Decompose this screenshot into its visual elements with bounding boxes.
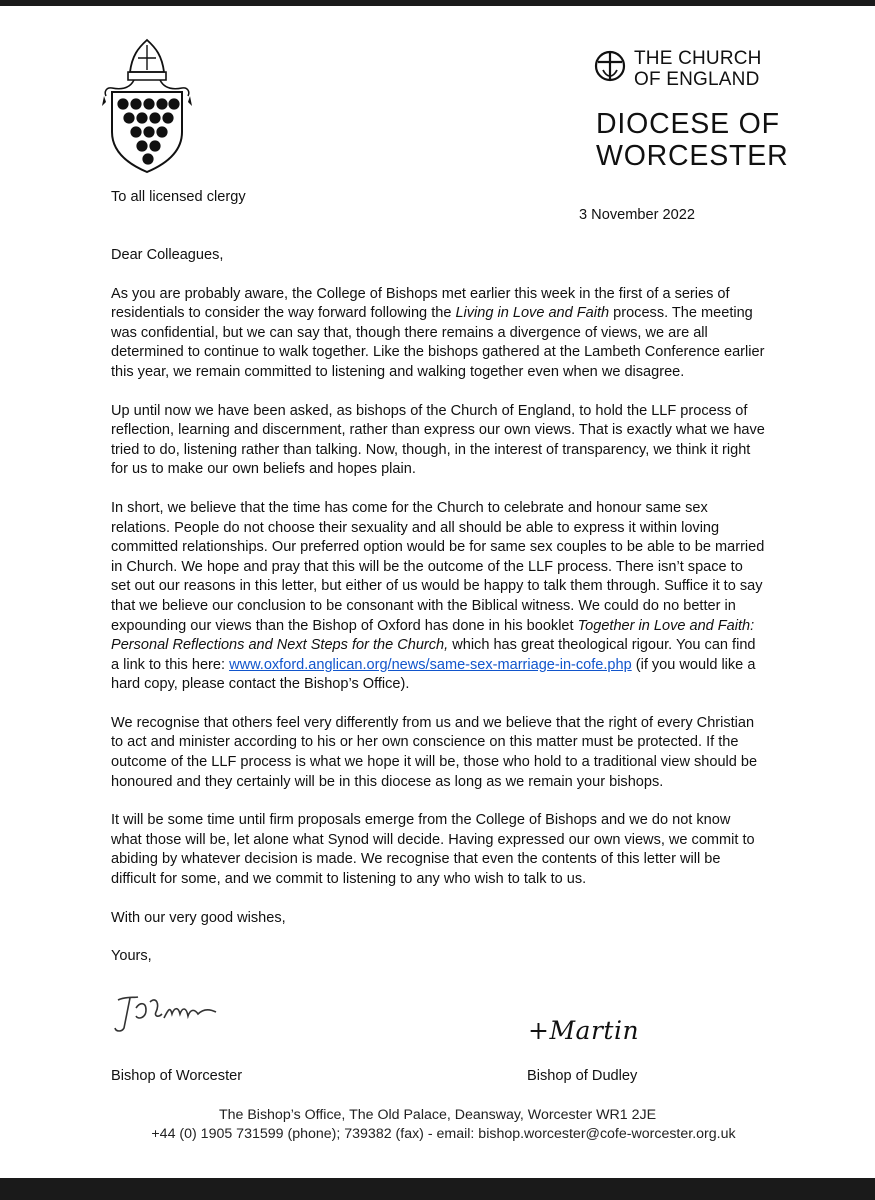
paragraph-3-text-c: (if you would like a hard copy, please contact the Bishop’s Office).: [111, 656, 756, 693]
paragraph-5: It will be some time until firm proposals emerge from the College of Bishops and we do not know what those will be, let alone what Synod will decide. Having expressed our own views, we commit to abiding by whatever decision is made. We recognise that even the contents of this letter will be difficult for some, and we commit to listening to any who wish to talk to us.: [111, 812, 755, 888]
addressee: To all licensed clergy: [111, 189, 246, 205]
church-name: [634, 48, 762, 90]
diocese-name: [596, 108, 788, 172]
salutation: Dear Colleagues,: [111, 247, 224, 263]
letterhead-footer: [0, 1106, 875, 1144]
paragraph-1: [111, 285, 765, 383]
bottom-edge-bar: [0, 1178, 875, 1200]
mitre-shield-crest-icon: [100, 36, 194, 176]
signer-title-right: Bishop of Dudley: [527, 1068, 638, 1084]
paragraph-1-italic: Living in Love and Faith: [455, 305, 610, 322]
letter-body: [111, 246, 765, 986]
diocese-name-line2: WORCESTER: [596, 140, 789, 172]
paragraph-1-text-a: As you are probably aware, the College of Bishops met earlier this week in the first of a series of residentials to consider the way forward following the: [111, 285, 730, 322]
diocese-name-line1: DIOCESE OF: [596, 108, 780, 140]
yours: Yours,: [111, 948, 152, 965]
church-name-line2: OF ENGLAND: [634, 69, 760, 90]
signature-bishop-of-worcester: [112, 988, 230, 1036]
paragraph-3: [111, 499, 765, 695]
church-of-england-cross-icon: [594, 50, 626, 82]
footer-address: The Bishop’s Office, The Old Palace, Deansway, Worcester WR1 2JE: [218, 1107, 657, 1123]
church-name-line1: THE CHURCH: [634, 48, 762, 69]
paragraph-1-text-b: process. The meeting was confidential, but we can say that, though there remains a divergence of views, we are all determined to continue to walk together. Like the bishops gathered at the Lambeth Conference earlier this year, we remain committed to listening and walking together even when we disagree.: [111, 305, 765, 380]
paragraph-3-text-a: In short, we believe that the time has come for the Church to celebrate and honour same sex relations. People do not choose their sexuality and all should be able to express it within loving committed relationships. Our preferred option would be for same sex couples to be able to be married in Church. We hope and pray that this will be the outcome of the LLF process. There isn’t space to set out our reasons in this letter, but either of us would be happy to talk them through. Suffice it to say that we believe our conclusion to be consonant with the Biblical witness. We could do no better in expounding our views than the Bishop of Oxford has done in his booklet: [111, 499, 765, 634]
paragraph-3-text-b: which has great theological rigour. You can find a link to this here:: [111, 637, 756, 673]
letter-date: 3 November 2022: [579, 207, 696, 223]
closing: With our very good wishes,: [111, 909, 286, 926]
signer-title-left: Bishop of Worcester: [111, 1068, 243, 1084]
paragraph-3-italic: Together in Love and Faith: Personal Reflections and Next Steps for the Church,: [111, 617, 755, 654]
paragraph-4: We recognise that others feel very differently from us and we believe that the right of every Christian to act and minister according to his or her own conscience on this matter must be protected. If the outcome of the LLF process is what we hope it will be, those who hold to a traditional view should be honoured and they certainly will be in this diocese as long as we remain your bishops.: [111, 714, 758, 790]
top-edge-bar: [0, 0, 875, 6]
paragraph-2: Up until now we have been asked, as bishops of the Church of England, to hold the LLF process of reflection, learning and discernment, rather than express our own views. That is exactly what we have tried to do, listening rather than talking. Now, though, in the interest of transparency, we think it right for us to make our own beliefs and hopes plain.: [111, 402, 765, 478]
booklet-link[interactable]: www.oxford.anglican.org/news/same-sex-marriage-in-cofe.php: [229, 656, 632, 673]
footer-contact: +44 (0) 1905 731599 (phone); 739382 (fax) - email: bishop.worcester@cofe-worcester.org.uk: [151, 1126, 736, 1142]
signature-bishop-of-dudley: +Martin: [528, 1016, 640, 1045]
